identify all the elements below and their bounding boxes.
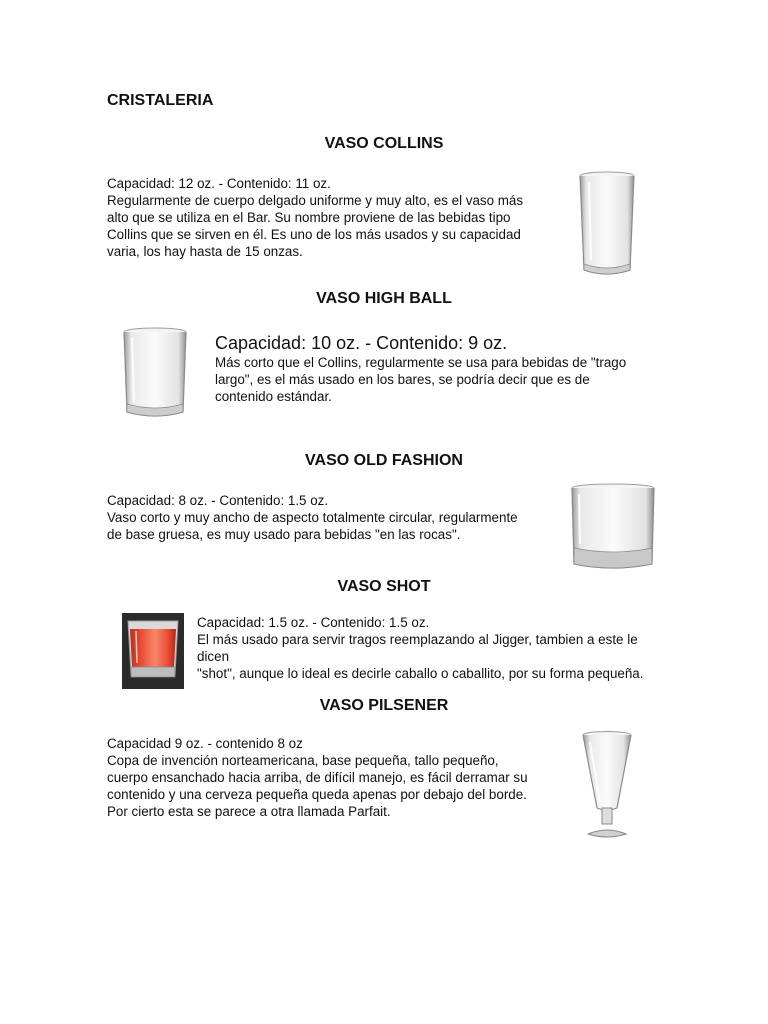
text-line: Capacidad: 1.5 oz. - Contenido: 1.5 oz. bbox=[197, 615, 430, 630]
pilsener-glass-icon bbox=[576, 730, 638, 842]
text-line: "shot", aunque lo ideal es decirle caballo o caballito, por su forma pequeña. bbox=[197, 666, 644, 681]
shot-glass-icon bbox=[122, 613, 184, 689]
text-line: contenido estándar. bbox=[215, 389, 332, 404]
section-text-old-fashion bbox=[107, 492, 518, 543]
text-line: alto que se utiliza en el Bar. Su nombre proviene de las bebidas tipo bbox=[107, 210, 511, 225]
text-line: Collins que se sirven en él. Es uno de los más usados y su capacidad bbox=[107, 227, 521, 242]
text-line: Por cierto esta se parece a otra llamada Parfait. bbox=[107, 804, 391, 819]
old-fashion-glass-icon bbox=[568, 482, 658, 574]
text-line: El más usado para servir tragos reemplazando al Jigger, tambien a este le bbox=[197, 632, 638, 647]
collins-glass-icon bbox=[575, 170, 639, 280]
section-text-collins bbox=[107, 175, 523, 260]
text-line: Más corto que el Collins, regularmente se usa para bebidas de "trago bbox=[215, 355, 627, 370]
section-text-pilsener bbox=[107, 735, 528, 820]
text-line: Capacidad: 12 oz. - Contenido: 11 oz. bbox=[107, 176, 331, 191]
section-title-highball: VASO HIGH BALL bbox=[316, 290, 452, 307]
text-line: Regularmente de cuerpo delgado uniforme y muy alto, es el vaso más bbox=[107, 193, 524, 208]
text-line: largo", es el más usado en los bares, se podría decir que es de bbox=[215, 372, 590, 387]
section-text-shot bbox=[197, 614, 643, 682]
text-line: de base gruesa, es muy usado para bebidas "en las rocas". bbox=[107, 527, 461, 542]
text-line: cuerpo ensanchado hacia arriba, de difícil manejo, es fácil derramar su bbox=[107, 770, 528, 785]
text-line: varia, los hay hasta de 15 onzas. bbox=[107, 244, 303, 259]
document-title: CRISTALERIA bbox=[107, 92, 214, 109]
text-line: contenido y una cerveza pequeña queda apenas por debajo del borde. bbox=[107, 787, 527, 802]
section-title-collins: VASO COLLINS bbox=[324, 135, 444, 152]
text-line: Vaso corto y muy ancho de aspecto totalmente circular, regularmente bbox=[107, 510, 518, 525]
text-line: Copa de invención norteamericana, base pequeña, tallo pequeño, bbox=[107, 753, 499, 768]
section-text-highball bbox=[215, 332, 626, 405]
section-title-old-fashion: VASO OLD FASHION bbox=[305, 452, 463, 469]
section-title-pilsener: VASO PILSENER bbox=[319, 697, 449, 714]
text-line: Capacidad 9 oz. - contenido 8 oz bbox=[107, 736, 303, 751]
capacity-heading: Capacidad: 10 oz. - Contenido: 9 oz. bbox=[215, 333, 508, 353]
highball-glass-icon bbox=[120, 326, 190, 422]
text-line: dicen bbox=[197, 649, 230, 664]
section-title-shot: VASO SHOT bbox=[337, 578, 431, 595]
text-line: Capacidad: 8 oz. - Contenido: 1.5 oz. bbox=[107, 493, 329, 508]
